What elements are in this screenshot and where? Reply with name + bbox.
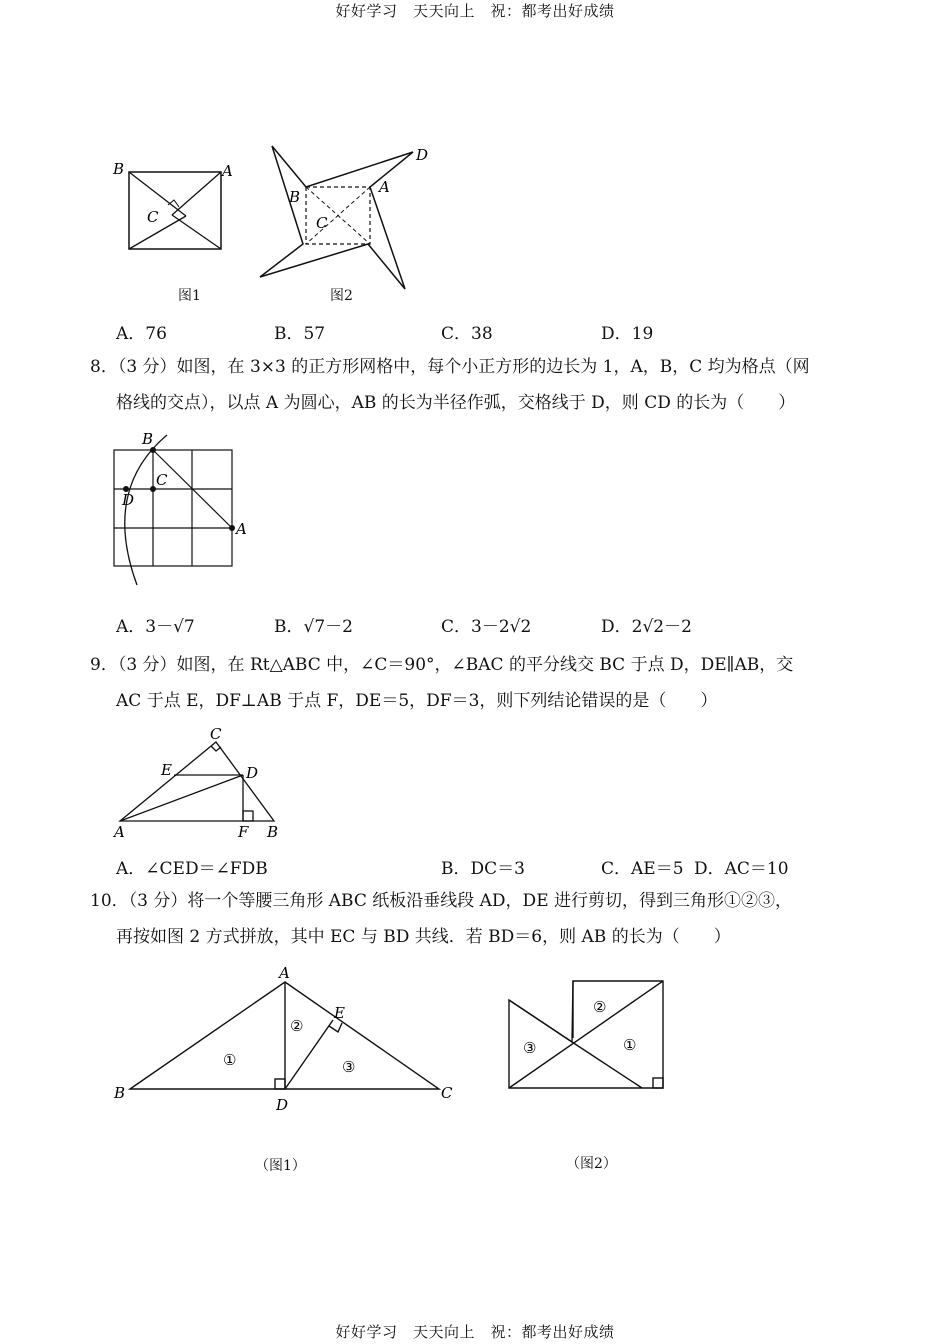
q7-option-c: C．38 (441, 324, 493, 344)
q10-fig1-piece-3: ③ (342, 1058, 356, 1076)
q7-fig2-label-d: D (416, 146, 429, 164)
q8-stem-line-1: 8．（3 分）如图，在 3×3 的正方形网格中，每个小正方形的边长为 1，A，B，C 均为格点（网 (90, 357, 810, 377)
q10-fig2-caption: （图2） (566, 1156, 617, 1172)
q10-stem (90, 883, 880, 955)
q9-stem (90, 647, 870, 719)
q8-stem (90, 349, 870, 421)
q9-label-a: A (114, 823, 125, 841)
q10-fig1-label-b: B (114, 1084, 126, 1102)
q7-fig1-caption: 图1 (178, 288, 201, 304)
q9-option-a: A．∠CED＝∠FDB (116, 859, 268, 879)
q8-grid-figure (100, 430, 260, 590)
q9-stem-line-1: 9．（3 分）如图，在 Rt△ABC 中，∠C＝90°，∠BAC 的平分线交 BC 于点 D，DE∥AB，交 (90, 655, 794, 675)
q10-stem-line-1: 10．（3 分）将一个等腰三角形 ABC 纸板沿垂线段 AD，DE 进行剪切，得到三角形①②③， (90, 891, 793, 911)
q7-fig2-label-b: B (289, 188, 301, 206)
q10-fig1-piece-1: ① (223, 1051, 237, 1069)
q8-option-b: B．√7－2 (274, 617, 353, 637)
q7-option-a: A．76 (116, 324, 167, 344)
q8-option-c: C．3－2√2 (441, 617, 532, 637)
q7-fig1-label-a: A (222, 162, 233, 180)
q10-fig1-caption: （图1） (255, 1158, 306, 1174)
q10-figure-2 (505, 976, 675, 1096)
page-header: 好好学习 天天向上 祝：都考出好成绩 (335, 2, 615, 20)
q9-triangle-figure (110, 725, 290, 840)
q10-figure-1 (108, 962, 468, 1112)
q10-fig2-piece-2: ② (593, 998, 607, 1016)
page-footer: 好好学习 天天向上 祝：都考出好成绩 (335, 1323, 615, 1341)
q8-label-a: A (236, 520, 247, 538)
q10-fig1-label-a: A (279, 964, 290, 982)
q7-fig2-label-a: A (379, 178, 390, 196)
q7-fig1-label-b: B (113, 160, 125, 178)
q8-option-a: A．3－√7 (116, 617, 195, 637)
q8-label-c: C (156, 471, 168, 489)
q8-stem-line-2: 格线的交点），以点 A 为圆心，AB 的长为半径作弧，交格线于 D，则 CD 的长为（ ） (116, 393, 796, 413)
q9-stem-line-2: AC 于点 E，DF⊥AB 于点 F，DE＝5，DF＝3，则下列结论错误的是（ ） (116, 691, 718, 711)
q7-fig1-label-c: C (147, 208, 159, 226)
q8-label-b: B (142, 430, 154, 448)
q7-fig2-label-c: C (316, 214, 328, 232)
q10-fig1-label-e: E (334, 1004, 345, 1022)
q10-fig2-piece-1: ① (623, 1036, 637, 1054)
q9-option-d: D．AC＝10 (694, 859, 789, 879)
q9-label-d: D (246, 764, 259, 782)
q7-figure-1 (110, 158, 240, 268)
q9-label-f: F (238, 823, 249, 841)
q8-label-d: D (122, 491, 135, 509)
q10-stem-line-2: 再按如图 2 方式拼放，其中 EC 与 BD 共线．若 BD＝6，则 AB 的长为（ ） (116, 927, 731, 947)
q8-option-d: D．2√2－2 (601, 617, 692, 637)
q10-fig1-piece-2: ② (290, 1017, 304, 1035)
q7-option-d: D．19 (601, 324, 654, 344)
q9-option-b: B．DC＝3 (441, 859, 525, 879)
q7-figure-2 (258, 142, 438, 292)
q9-label-c: C (210, 725, 222, 743)
q9-label-e: E (161, 761, 172, 779)
q10-fig1-label-d: D (276, 1096, 289, 1114)
q10-fig2-piece-3: ③ (523, 1039, 537, 1057)
q10-fig1-label-c: C (441, 1084, 453, 1102)
q7-fig2-caption: 图2 (330, 288, 353, 304)
q9-label-b: B (267, 823, 279, 841)
q7-option-b: B．57 (274, 324, 326, 344)
q9-option-c: C．AE＝5 (601, 859, 684, 879)
